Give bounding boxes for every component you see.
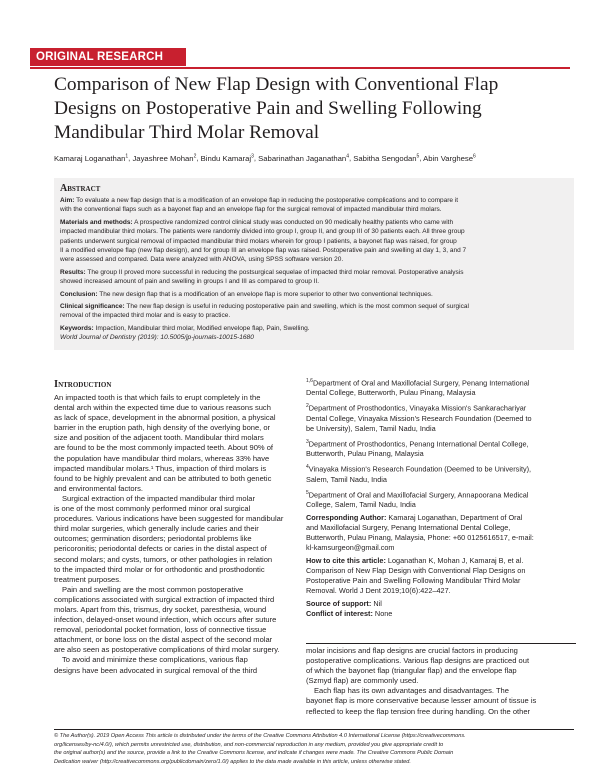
author-info	[306, 376, 576, 619]
journal-citation: World Journal of Dentistry (2019): 10.5005/jp-journals-10015-1680	[60, 334, 254, 342]
author: Abin Varghese$^6$	[423, 153, 476, 163]
right-body	[306, 646, 576, 717]
abstract-results: Results: The group II proved more successful in reducing the postsurgical sequelae of impacted third molar removal. Postoperative analysis showed increased amount of pain and swelling in groups I and III as compared to group II.	[60, 268, 464, 286]
footer-divider	[54, 729, 574, 730]
author: Sabitha Sengodan$^5$	[353, 153, 420, 163]
article-title	[54, 73, 574, 145]
author: Sabarinathan Jaganathan$^4$	[258, 153, 349, 163]
author-list: Kamaraj Loganathan$^1$, Jayashree Mohan$^2$, Bindu Kamaraj$^3$, Sabarinathan Jaganathan$^4$, Sabitha Sengodan$^5$, Abin Varghese$^6$	[54, 153, 476, 163]
abstract-conclusion: Conclusion: The new design flap that is a modification of an envelope flap is more superior to other two conventional techniques.	[60, 290, 433, 298]
body-paragraph: Each flap has its own advantages and disadvantages. The bayonet flap is more conservative because lesser amount of tissue is reflected to keep the flap tension free during handling. On the other	[306, 686, 537, 716]
license-footer: © The Author(s). 2019 Open Access This article is distributed under the terms of the Creative Commons Attribution 4.0 International License (https://creativecommons. org/licenses/by-nc/4.0/), which permits unrestricted use, distribution, and non-commercial reproduction in any medium, provided you give appropriate credit to the original author(s) and the source, provide a link to the Creative Commons license, and indicate if changes were made. The Creative Commons Public Domain Dedication waiver (http://creativecommons.org/publicdomain/zero/1.0/) applies to the data made available in this article, unless otherwise stated.	[54, 733, 466, 765]
source-of-support: Source of support: Nil	[306, 599, 382, 609]
intro-paragraph-3: Pain and swelling are the most common postoperative complications associated with surgical extraction of impacted third molars. Apart from this, trismus, dry socket, paresthesia, wound infection, delayed-onset wound infection, which occurs after suture removal, periodontal pocket formation, loss of connective tissue attachment, or bone loss on the distal aspect of the second molar are also seen as postoperative complications of third molar surgery.	[54, 584, 280, 655]
intro-paragraph-1: An impacted tooth is that which fails to erupt completely in the dental arch within the expected time due to various reasons such as lack of space, development in the abnormal position, a physical barrier in the eruption path, high density of the overlying bone, or size and position of the adjacent tooth. Mandibular third molars are found to be the most commonly impacted teeth. About 90% of the population have mandibular third molars, whereas 33% have impacted mandibular molars.¹ Thus, impaction of third molars is found to be highly prevalent and can be attributed to both genetic and environmental factors.	[54, 393, 276, 493]
abstract-methods: Materials and methods: A prospective randomized control clinical study was conducted on 90 medically healthy patients who came with impacted mandibular third molars. The patients were randomly divided into group I, group II, and group III of 30 patients each. All three group patients underwent surgical removal of impacted mandibular third molars wherein for group I patients, a bayonet flap was raised, for group II a modified envelope flap (new flap design), and for group III an envelope flap was raised. Postoperative pain and swelling at day 1, 3, and 7 were assessed and compared. Data were analyzed with ANOVA, using SPSS software version 20.	[60, 218, 467, 264]
intro-heading: Introduction	[54, 379, 112, 390]
header-rule	[30, 67, 570, 69]
affiliation: $^5$Department of Oral and Maxillofacial Surgery, Annapoorana Medical College, Salem, Tamil Nadu, India	[306, 489, 529, 510]
author: Jayashree Mohan$^2$	[132, 153, 197, 163]
abstract-heading: Abstract	[60, 183, 101, 194]
affiliation: $^{1,6}$Department of Oral and Maxillofacial Surgery, Penang International Dental College, Butterworth, Pulau Pinang, Malaysia	[306, 378, 530, 398]
title-line: Designs on Postoperative Pain and Swelling Following	[54, 98, 482, 119]
affiliation: $^4$Vinayaka Mission's Research Foundation (Deemed to be University), Salem, Tamil Nadu, India	[306, 464, 532, 484]
author: Bindu Kamaraj$^3$	[200, 153, 254, 163]
body-paragraph: molar incisions and flap designs are crucial factors in producing postoperative complications. Various flap designs are practiced out of which the bayonet flap (triangular flap) and the envelope flap (Szmyd flap) are commonly used.	[306, 646, 530, 686]
affiliation: $^3$Department of Prosthodontics, Penang International Dental College, Butterworth, Pulau Pinang, Malaysia	[306, 438, 529, 459]
abstract-box	[54, 178, 574, 350]
how-to-cite: How to cite this article: Loganathan K, Mohan J, Kamaraj B, et al. Comparison of New Flap Design with Conventional Flap Designs on Postoperative Pain and Swelling Following Mandibular Third Molar Removal. World J Dent 2019;10(6):422–427.	[306, 556, 526, 596]
info-divider	[306, 643, 576, 644]
email-link[interactable]: kl-kamsurgeon@gmail.com	[306, 543, 395, 553]
intro-paragraph-2: Surgical extraction of the impacted mandibular third molar is one of the most commonly performed minor oral surgical procedures. Various indications have been suggested for mandibular third molar surgeries, which generally include caries and their outcomes; germination disorders; periodontal problems like pericoronitis; periodontal defects or caries in the distal aspect of second molars; and cysts, tumors, or other pathologies in relation to the impacted third molar or for orthodontic and prosthodontic treatment purposes.	[54, 493, 284, 584]
title-line: Mandibular Third Molar Removal	[54, 122, 320, 143]
intro-paragraph-4: To avoid and minimize these complications, various flap designs have been advocated in surgical removal of the third	[54, 655, 258, 675]
affiliation: $^2$Department of Prosthodontics, Vinayaka Mission's Sankarachariyar Dental College, Vinayaka Mission's Research Foundation (Deemed to be University), Salem, Tamil Nadu, India	[306, 403, 532, 433]
intro-section	[54, 378, 298, 676]
abstract-aim: Aim: To evaluate a new flap design that is a modification of an envelope flap in reducing the postoperative complications and to compare it with the conventional flaps such as a bayonet flap and an envelope flap for the surgical removal of impacted mandibular third molars.	[60, 197, 459, 214]
corresponding-author: Corresponding Author: Kamaraj Loganathan, Department of Oral and Maxillofacial Surgery, Penang International Dental College, Butterworth, Pulau Pinang, Malaysia, Phone: +60 0125616517, e-mail: kl-kamsurgeon@gmail.com	[306, 513, 576, 553]
conflict-of-interest: Conflict of interest: None	[306, 609, 393, 619]
abstract-clinical-significance: Clinical significance: The new flap design is useful in reducing postoperative pain and swelling, which is the most common sequel of surgical removal of the impacted third molar and is easy to practice.	[60, 303, 469, 320]
title-line: Comparison of New Flap Design with Conventional Flap	[54, 74, 499, 95]
article-type-badge: ORIGINAL RESEARCH	[30, 48, 186, 66]
author: Kamaraj Loganathan$^1$	[54, 153, 129, 163]
keywords: Keywords: Impaction, Mandibular third molar, Modified envelope flap, Pain, Swelling.	[60, 324, 310, 332]
